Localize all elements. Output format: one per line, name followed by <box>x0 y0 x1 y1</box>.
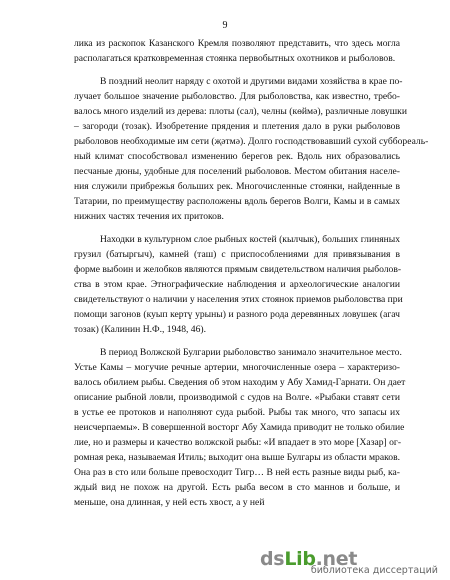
text-line: грузил (батыргыч), камней (таш) с приспособлениями для привязывания в <box>74 249 400 260</box>
text-line: меньше, она длинная, у ней есть хвост, а у ней <box>74 497 265 508</box>
text-line: Устье Камы – могучие речные артерии, многочисленные озера – характеризо- <box>74 362 400 373</box>
text-line: валось обилием рыбы. Сведения об этом находим у Абу Хамид-Гарнати. Он дает <box>74 377 406 388</box>
logo-part-net: .net <box>315 548 358 570</box>
text-line: в устье ее протоков и наполняют суда рыбой. Рыбы так много, что запасы их <box>74 407 400 418</box>
text-line: неисчерпаемы». В совершенной восторг Абу Хамида приводит не только обилие <box>74 422 405 433</box>
text-line: форме выбоин и желобков являются прямым свидетельством наличия рыболов- <box>74 264 402 275</box>
text-line: Татарии, по преимуществу расположены вдоль берегов Волги, Камы и в самых <box>74 196 400 207</box>
text-line: ромная река, называемая Итиль; выходит она выше Булгары из области мраков. <box>74 452 400 463</box>
text-line: располагаться кратковременная стоянка первобытных охотников и рыболовов. <box>74 53 396 64</box>
text-line: валось много изделий из дерева: плоты (сал), челны (көймә), различные ловушки <box>74 106 407 117</box>
text-line: нижних частях течения их притоков. <box>74 211 224 222</box>
text-line: Она раз в сто или больше превосходит Тигр… В ней есть разные виды рыб, ка- <box>74 467 400 478</box>
text-line: ждый вид не похож на другой. Есть рыба весом в сто маннов и больше, и <box>74 482 400 493</box>
text-line: В период Волжской Булгарии рыболовство занимало значительное место. <box>100 347 402 358</box>
text-line: ния служили прибрежья больших рек. Многочисленные стоянки, найденные в <box>74 181 400 192</box>
text-line: рыболовов необходимые им сети (җәтмә). Долго господствовавший сухой суббореаль- <box>74 136 429 147</box>
logo-part-ds: ds <box>260 548 285 570</box>
text-line: В поздний неолит наряду с охотой и другими видами хозяйства в крае по- <box>100 76 403 87</box>
page-number: 9 <box>222 20 228 31</box>
watermark-caption: библиотека диссертаций <box>310 565 438 576</box>
text-line: лие, но и размеры и качество волжской рыбы: «И впадает в это море [Хазар] ог- <box>74 437 402 448</box>
text-line: ный климат способствовал изменению берегов рек. Вдоль них образовались <box>74 151 400 162</box>
text-line: Находки в культурном слое рыбных костей (кылчык), больших глиняных <box>100 234 400 245</box>
text-line: – загороди (тозак). Изобретение прядения и плетения дало в руки рыболовов <box>74 121 400 132</box>
text-line: тозак) (Калинин Н.Ф., 1948, 46). <box>74 324 206 335</box>
text-line: лика из раскопок Казанского Кремля позволяют представить, что здесь могла <box>74 38 400 49</box>
text-line: ства в этом крае. Этнографические наблюдения и археологические аналогии <box>74 279 400 290</box>
logo-part-lib: Lib <box>284 548 316 570</box>
text-line: описание рыбной ловли, производимой с судов на Волге. «Рыбаки ставят сети <box>74 392 400 403</box>
text-line: помощи загонов (куып кертү урыны) и разного рода деревянных ловушек (агач <box>74 309 400 320</box>
text-line: лучает большое значение рыболовство. Для рыболовства, как известно, требо- <box>74 91 400 102</box>
text-line: песчаные дюны, удобные для поселений рыболовов. Местом обитания населе- <box>74 166 400 177</box>
dslib-watermark <box>250 542 450 580</box>
text-line: свидетельствуют о наличии у населения этих стоянок приемов рыболовства при <box>74 294 403 305</box>
